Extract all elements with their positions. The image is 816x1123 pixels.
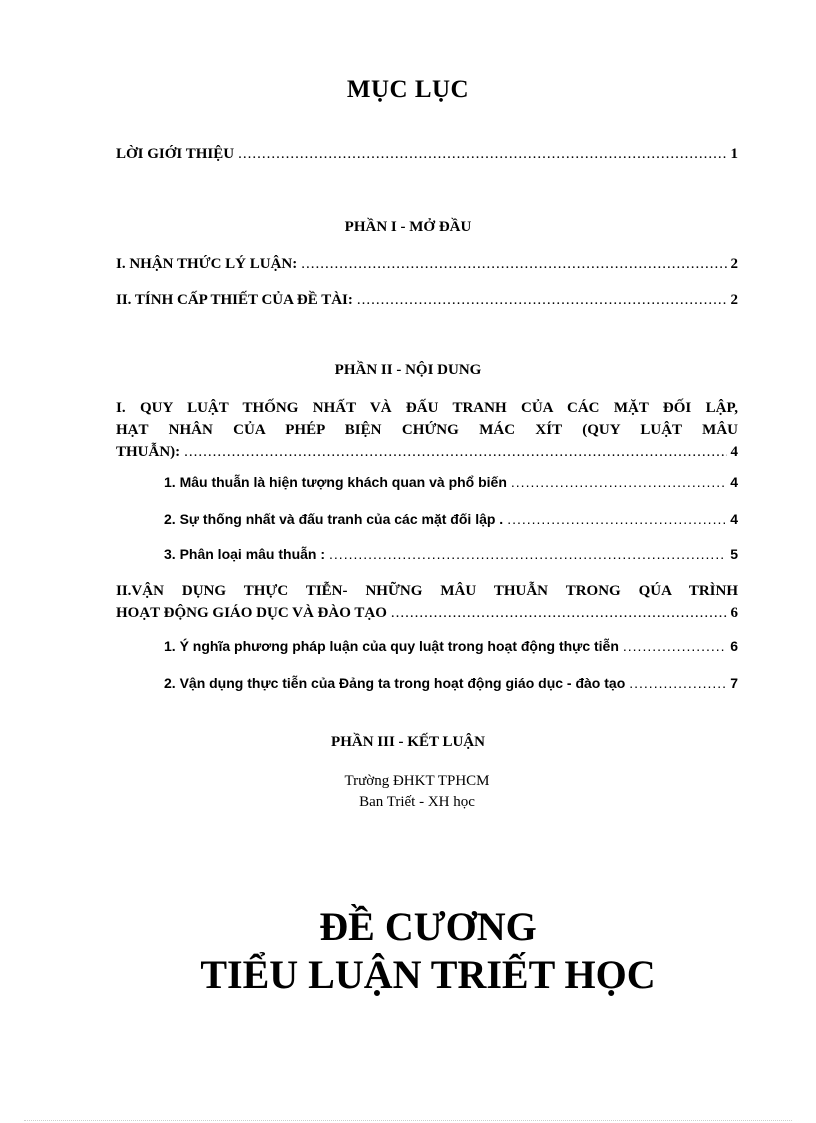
cover-title-line2: TIỂU LUẬN TRIẾT HỌC	[200, 952, 656, 997]
toc-entry-page: 6	[730, 605, 738, 621]
dot-leader	[507, 511, 726, 527]
toc-entry-label: II. TÍNH CẤP THIẾT CỦA ĐỀ TÀI:	[116, 292, 353, 308]
toc-entry-part1-1[interactable]	[116, 256, 738, 273]
toc-entry-label: LỜI GIỚI THIỆU	[116, 146, 235, 162]
toc-entry-page: 5	[730, 546, 738, 562]
toc-entry-page: 6	[730, 638, 738, 654]
dot-leader	[391, 602, 727, 624]
toc-entry-label: 2. Vận dụng thực tiễn của Đảng ta trong hoạt động giáo dục - đào tạo	[164, 675, 626, 691]
toc-entry-label: 2. Sự thống nhất và đấu tranh của các mặt đối lập .	[164, 511, 504, 527]
toc-entry-label: 1. Mâu thuẫn là hiện tượng khách quan và phổ biến	[164, 474, 507, 490]
toc-subentry-2-2[interactable]	[164, 675, 738, 691]
toc-entry-line: I. QUY LUẬT THỐNG NHẤT VÀ ĐẤU TRANH CỦA CÁC MẶT ĐỐI LẬP,	[116, 400, 738, 416]
toc-entry-page: 2	[730, 256, 738, 272]
toc-entry-line: HOẠT ĐỘNG GIÁO DỤC VÀ ĐÀO TẠO	[116, 605, 387, 621]
toc-entry-page: 1	[730, 146, 738, 162]
dot-leader	[238, 146, 726, 163]
toc-entry-line: II.VẬN DỤNG THỰC TIỄN- NHỮNG MÂU THUẪN TRONG QÚA TRÌNH	[116, 583, 738, 599]
toc-entry-page: 4	[730, 474, 738, 490]
dot-leader	[329, 546, 726, 562]
toc-entry-line: HẠT NHÂN CỦA PHÉP BIỆN CHỨNG MÁC XÍT (QUY LUẬT MÂU	[116, 422, 738, 438]
toc-entry-label: I. NHẬN THỨC LÝ LUẬN:	[116, 256, 298, 272]
toc-entry-label: 3. Phân loại mâu thuẫn :	[164, 546, 326, 562]
toc-entry-page: 7	[730, 675, 738, 691]
toc-entry-part2-section2[interactable]	[116, 580, 738, 624]
toc-entry-page: 2	[730, 292, 738, 308]
toc-subentry-1-3[interactable]	[164, 546, 738, 562]
toc-entry-page: 4	[730, 511, 738, 527]
part2-heading: PHẦN II - NỘI DUNG	[334, 362, 482, 378]
toc-entry-label: 1. Ý nghĩa phương pháp luận của quy luật trong hoạt động thực tiễn	[164, 638, 619, 654]
toc-entry-line: THUẪN):	[116, 444, 181, 460]
school-name: Trường ĐHKT TPHCM	[344, 773, 490, 789]
toc-entry-part1-2[interactable]	[116, 292, 738, 309]
toc-entry-page: 4	[730, 444, 738, 460]
department-name: Ban Triết - XH học	[359, 794, 475, 810]
dot-leader	[184, 441, 726, 463]
part1-heading: PHẦN I - MỞ ĐẦU	[344, 219, 472, 235]
dot-leader	[301, 256, 726, 273]
toc-entry-intro[interactable]	[116, 146, 738, 163]
dot-leader	[629, 675, 726, 691]
dot-leader	[511, 474, 726, 490]
cover-title-line1: ĐỀ CƯƠNG	[319, 904, 537, 949]
dot-leader	[623, 638, 726, 654]
toc-subentry-1-2[interactable]	[164, 511, 738, 527]
toc-entry-part2-section1[interactable]	[116, 397, 738, 463]
toc-title: MỤC LỤC	[346, 76, 470, 103]
part3-heading: PHẦN III - KẾT LUẬN	[331, 734, 485, 750]
page-bottom-rule	[24, 1120, 792, 1121]
toc-subentry-1-1[interactable]	[164, 474, 738, 490]
toc-subentry-2-1[interactable]	[164, 638, 738, 654]
dot-leader	[357, 292, 727, 309]
